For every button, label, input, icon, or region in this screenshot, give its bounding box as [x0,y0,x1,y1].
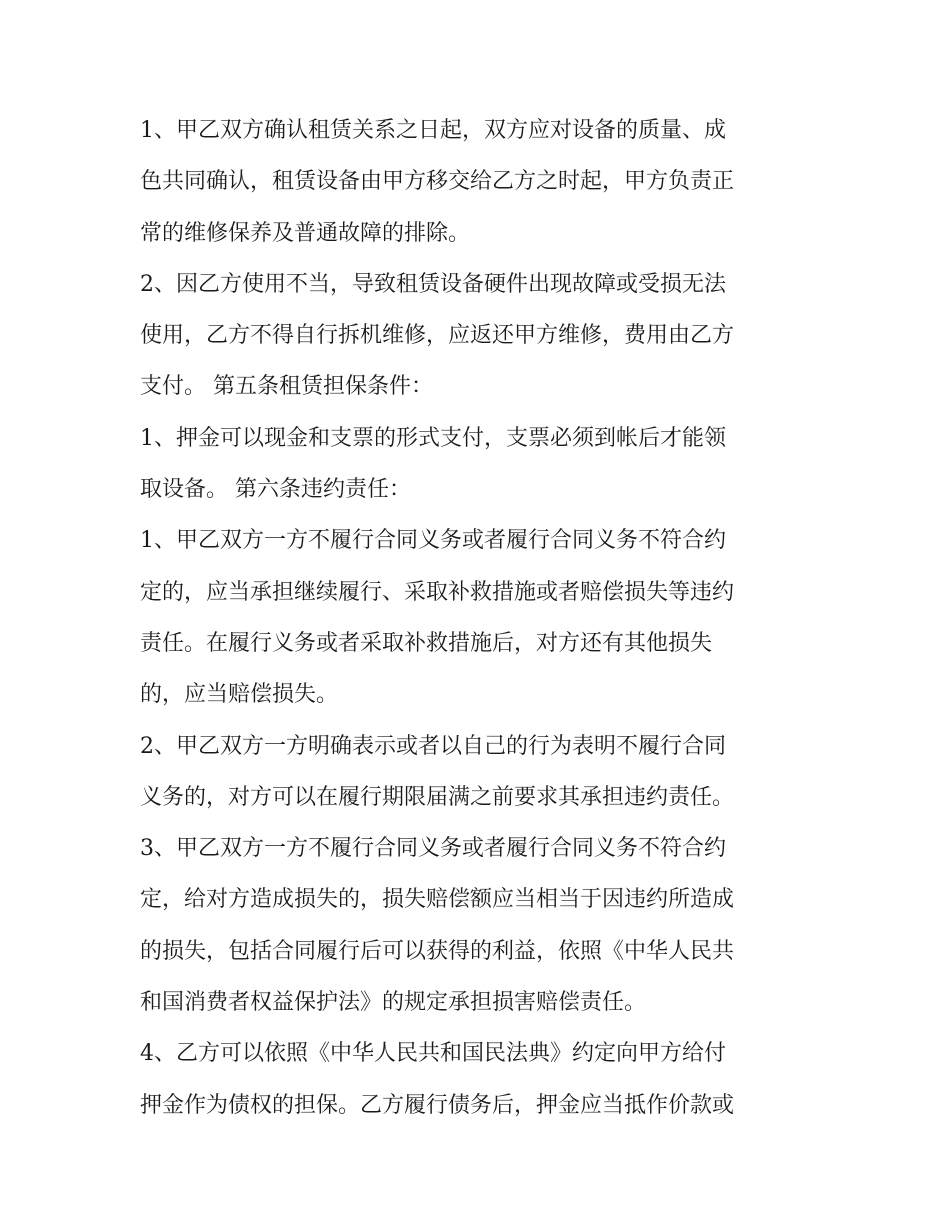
text-line: 4、乙方可以依照《中华人民共和国民法典》约定向甲方给付 [140,1041,726,1067]
text-line: 1、甲乙双方一方不履行合同义务或者履行合同义务不符合约 [140,528,726,554]
text-line: 3、甲乙双方一方不履行合同义务或者履行合同义务不符合约 [140,836,726,862]
text-line: 常的维修保养及普通故障的排除。 [140,220,471,246]
text-line: 支付。 第五条租赁担保条件： [140,374,433,400]
text-line: 责任。在履行义务或者采取补救措施后，对方还有其他损失 [140,630,713,656]
text-line: 的，应当赔偿损失。 [140,682,339,708]
text-line: 定的，应当承担继续履行、采取补救措施或者赔偿损失等违约 [140,579,735,605]
text-line: 的损失，包括合同履行后可以获得的利益，依照《中华人民共 [140,938,735,964]
text-line: 2、因乙方使用不当，导致租赁设备硬件出现故障或受损无法 [140,271,726,297]
text-line: 1、甲乙双方确认租赁关系之日起，双方应对设备的质量、成 [140,118,726,143]
text-line: 义务的，对方可以在履行期限届满之前要求其承担违约责任。 [140,784,735,810]
text-line: 押金作为债权的担保。乙方履行债务后，押金应当抵作价款或 [140,1092,735,1118]
text-line: 1、押金可以现金和支票的形式支付，支票必须到帐后才能领 [140,425,726,451]
text-line: 色共同确认，租赁设备由甲方移交给乙方之时起，甲方负责正 [140,169,735,195]
text-line: 取设备。 第六条违约责任： [140,477,411,503]
text-line: 2、甲乙双方一方明确表示或者以自己的行为表明不履行合同 [140,733,726,759]
text-line: 定，给对方造成损失的，损失赔偿额应当相当于因违约所造成 [140,887,735,913]
text-line: 和国消费者权益保护法》的规定承担损害赔偿责任。 [140,990,647,1016]
text-line: 使用，乙方不得自行拆机维修，应返还甲方维修，费用由乙方 [140,323,735,349]
contract-body-text [140,105,812,1131]
